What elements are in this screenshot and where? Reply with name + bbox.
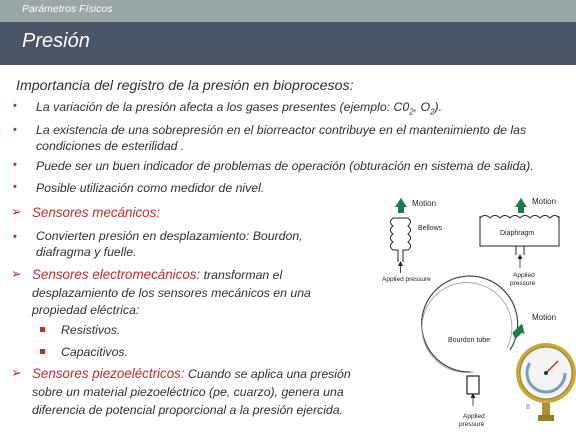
mecanicos-text-2: diafragma y fuelle. <box>36 245 137 259</box>
arrow-bullet-icon: ➢ <box>11 365 22 380</box>
bourdon-tube-label: Bourdon tube <box>448 337 491 344</box>
bellows-shape <box>391 218 411 262</box>
motion-label-bourdon: Motion <box>532 313 557 322</box>
bourdon-socket <box>467 376 479 394</box>
heading-mecanicos: Sensores mecánicos: <box>32 205 161 220</box>
motion-arrow-icon <box>395 198 407 213</box>
arrow-bullet-icon: ➢ <box>11 204 22 219</box>
bullet-dot: • <box>13 100 17 112</box>
page-title: Presión <box>22 30 90 52</box>
bullet-dot: • <box>13 159 17 171</box>
pressure-gauge-icon <box>516 343 576 421</box>
electromecanicos-line-2: desplazamiento de los sensores mecánicos en una <box>32 286 311 300</box>
square-bullet-icon <box>40 349 45 354</box>
square-bullet-icon <box>40 327 45 332</box>
bullet-dot: • <box>13 181 17 193</box>
motion-arrow-icon <box>511 321 528 341</box>
bullet-text-sobrepresion-2: condiciones de esterilidad . <box>36 139 185 153</box>
page-number: 8 <box>526 404 530 411</box>
pressure-sensor-diagram <box>370 180 576 432</box>
arrow-bullet-icon: ➢ <box>11 266 22 281</box>
bourdon-tube-shape <box>422 276 518 372</box>
mecanicos-text-1: Convierten presión en desplazamiento: Bourdon, <box>36 229 303 243</box>
intro-heading: Importancia del registro de la presión en bioprocesos: <box>16 78 354 94</box>
sub-item-resistivos: Resistivos. <box>61 323 121 337</box>
electromecanicos-line-3: propiedad eléctrica: <box>32 303 140 317</box>
section-label: Parámetros Físicos <box>22 3 113 15</box>
bellows-label: Bellows <box>418 225 443 232</box>
bullet-text-gases: La variación de la presión afecta a los gases presentes (ejemplo: $C0_2$, $O_2$). <box>36 100 443 117</box>
sub-item-capacitivos: Capacitivos. <box>61 345 128 359</box>
bullet-dot: • <box>13 124 17 136</box>
applied-pressure-label-1: Applied pressure <box>382 276 431 283</box>
applied-label-2a: Applied <box>513 272 535 279</box>
applied-label-3a: Applied <box>463 413 485 420</box>
diaphragm-label: Diaphragm <box>500 230 535 237</box>
bullet-text-sobrepresion-1: La existencia de una sobrepresión en el biorreactor contribuye en el mantenimiento de las <box>36 123 527 137</box>
motion-label-bellows: Motion <box>412 199 437 208</box>
piezo-line-3: diferencia de potencial proporcional a la presión ejercida. <box>32 403 344 417</box>
bullet-dot: • <box>13 231 17 243</box>
electromecanicos-line-1: Sensores electromecánicos: transforman el <box>32 267 283 282</box>
applied-label-2b: pressure <box>510 280 536 287</box>
motion-label-diaphragm: Motion <box>532 197 557 206</box>
bullet-text-indicador: Puede ser un buen indicador de problemas de operación (obturación en sistema de salida). <box>36 159 534 173</box>
piezo-line-1: Sensores piezoeléctricos: Cuando se aplica una presión <box>32 366 351 381</box>
motion-arrow-icon <box>515 198 527 213</box>
bullet-text-nivel: Posible utilización como medidor de nivel. <box>36 181 265 195</box>
applied-label-3b: pressure <box>459 421 485 428</box>
piezo-line-2: sobre un material piezoeléctrico (pe, cuarzo), genera una <box>32 385 344 399</box>
